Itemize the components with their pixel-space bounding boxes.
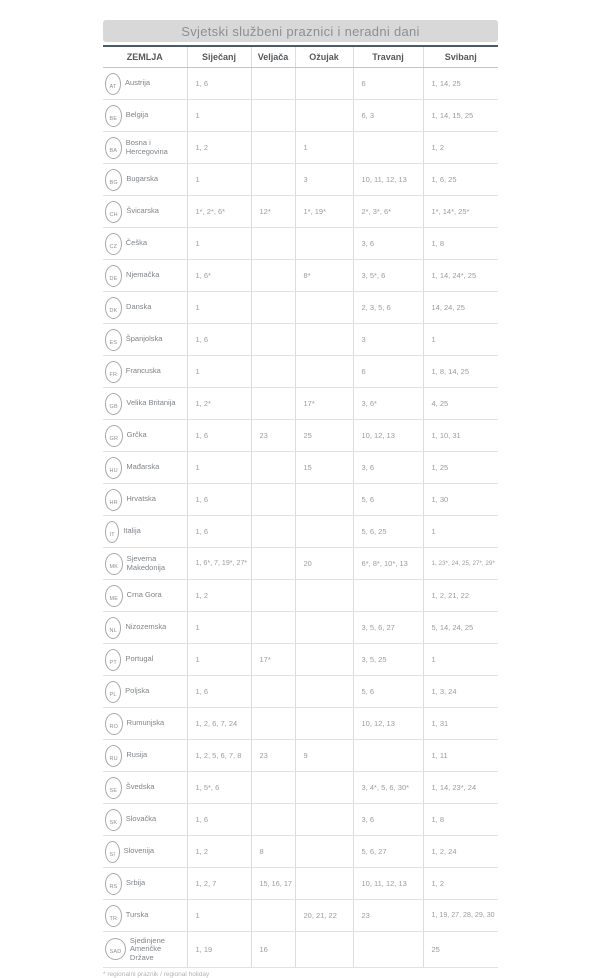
- country-name: Francuska: [125, 366, 161, 376]
- country-name: Poljska: [125, 686, 150, 696]
- holiday-cell-march: [295, 708, 353, 740]
- country-code: ME: [109, 595, 119, 602]
- holiday-cell-january: 1: [187, 292, 251, 324]
- holiday-cell-march: [295, 868, 353, 900]
- country-code: AT: [109, 83, 117, 90]
- holiday-cell-march: [295, 68, 353, 100]
- country-code-badge: [105, 841, 120, 863]
- country-name: Njemačka: [126, 270, 160, 280]
- holiday-cell-may: 1, 2: [423, 868, 498, 900]
- country-name: Bugarska: [126, 174, 159, 184]
- country-code-badge: [105, 361, 122, 383]
- holiday-cell-january: 1, 6: [187, 324, 251, 356]
- country-cell: [103, 644, 187, 676]
- page-title: Svjetski službeni praznici i neradni dani: [181, 23, 420, 39]
- country-code-badge: [105, 393, 122, 415]
- holiday-cell-april: 3: [353, 324, 423, 356]
- holiday-cell-may: 1, 11: [423, 740, 498, 772]
- holiday-cell-february: [251, 772, 295, 804]
- holiday-cell-may: 1, 31: [423, 708, 498, 740]
- holiday-cell-march: [295, 356, 353, 388]
- holiday-cell-april: 3, 6*: [353, 388, 423, 420]
- holiday-cell-april: 5, 6: [353, 484, 423, 516]
- country-code-badge: [105, 169, 122, 191]
- table-row: [103, 100, 498, 132]
- country-code: DK: [109, 307, 118, 314]
- country-code-badge: [105, 265, 122, 287]
- country-code-badge: [105, 777, 122, 799]
- holiday-cell-february: 15, 16, 17: [251, 868, 295, 900]
- holiday-cell-may: 1, 25: [423, 452, 498, 484]
- country-name: Švedska: [125, 782, 155, 792]
- country-code: BA: [109, 147, 118, 154]
- column-header-april: Travanj: [353, 46, 423, 68]
- country-cell: [103, 676, 187, 708]
- column-header-january: Siječanj: [187, 46, 251, 68]
- holiday-cell-may: 14, 24, 25: [423, 292, 498, 324]
- holiday-cell-february: [251, 580, 295, 612]
- table-row: [103, 548, 498, 580]
- country-cell: [103, 580, 187, 612]
- holiday-cell-january: 1, 2: [187, 132, 251, 164]
- country-code-badge: [105, 329, 122, 351]
- country-code: DE: [109, 275, 118, 282]
- country-code: IT: [109, 531, 115, 538]
- country-name: Turska: [125, 910, 149, 920]
- holiday-cell-march: [295, 676, 353, 708]
- country-name: Crna Gora: [126, 590, 162, 600]
- holiday-cell-may: 1, 8: [423, 804, 498, 836]
- table-row: [103, 644, 498, 676]
- country-code-badge: [105, 905, 122, 927]
- country-name: Nizozemska: [125, 622, 167, 632]
- footnote: * regionalni praznik / regional holiday: [103, 970, 210, 978]
- holiday-cell-february: [251, 676, 295, 708]
- holiday-cell-may: 1, 8: [423, 228, 498, 260]
- country-code-badge: [105, 233, 122, 255]
- holiday-cell-march: 8*: [295, 260, 353, 292]
- country-cell: [103, 452, 187, 484]
- country-cell: [103, 836, 187, 868]
- holiday-cell-february: [251, 612, 295, 644]
- country-code-badge: [105, 553, 123, 575]
- holiday-cell-february: [251, 260, 295, 292]
- table-row: [103, 580, 498, 612]
- holiday-cell-february: [251, 484, 295, 516]
- holiday-cell-february: 12*: [251, 196, 295, 228]
- holiday-cell-march: [295, 228, 353, 260]
- holiday-cell-january: 1, 2, 5, 6, 7, 8: [187, 740, 251, 772]
- country-cell: [103, 868, 187, 900]
- country-name: Rusija: [126, 750, 148, 760]
- holiday-cell-january: 1: [187, 164, 251, 196]
- table-row: [103, 68, 498, 100]
- holiday-cell-january: 1, 6: [187, 804, 251, 836]
- holiday-cell-april: 5, 6: [353, 676, 423, 708]
- country-name: Srbija: [126, 878, 146, 888]
- table-row: [103, 292, 498, 324]
- holiday-cell-march: [295, 100, 353, 132]
- country-name: Mađarska: [126, 462, 160, 472]
- table-row: [103, 388, 498, 420]
- holiday-cell-april: 10, 11, 12, 13: [353, 164, 423, 196]
- holiday-cell-february: 17*: [251, 644, 295, 676]
- country-cell: [103, 772, 187, 804]
- holiday-cell-march: 15: [295, 452, 353, 484]
- country-name: Italija: [123, 526, 141, 536]
- holiday-cell-january: 1: [187, 356, 251, 388]
- title-bar: [103, 20, 498, 42]
- holiday-cell-april: 10, 11, 12, 13: [353, 868, 423, 900]
- holiday-cell-may: 1, 14, 25: [423, 68, 498, 100]
- holiday-cell-april: 23: [353, 900, 423, 932]
- country-code: RS: [109, 883, 118, 890]
- country-cell: [103, 388, 187, 420]
- holiday-cell-april: 10, 12, 13: [353, 708, 423, 740]
- holiday-cell-january: 1: [187, 900, 251, 932]
- country-code: SK: [109, 819, 118, 826]
- table-header-row: [103, 46, 498, 68]
- country-code-badge: [105, 617, 121, 639]
- holiday-cell-january: 1, 5*, 6: [187, 772, 251, 804]
- country-cell: [103, 196, 187, 228]
- holiday-cell-february: [251, 100, 295, 132]
- country-cell: [103, 516, 187, 548]
- country-cell: [103, 260, 187, 292]
- holiday-cell-april: 10, 12, 13: [353, 420, 423, 452]
- holiday-cell-march: 1: [295, 132, 353, 164]
- table-row: [103, 516, 498, 548]
- country-cell: [103, 612, 187, 644]
- table-row: [103, 132, 498, 164]
- holiday-cell-march: [295, 836, 353, 868]
- country-cell: [103, 548, 187, 580]
- holiday-cell-january: 1: [187, 644, 251, 676]
- country-name: Slovenija: [123, 846, 155, 856]
- holiday-cell-april: [353, 580, 423, 612]
- holiday-cell-april: 6: [353, 68, 423, 100]
- country-cell: [103, 740, 187, 772]
- table-body: [103, 68, 498, 968]
- holiday-cell-march: [295, 612, 353, 644]
- holiday-cell-april: 2*, 3*, 6*: [353, 196, 423, 228]
- holiday-cell-april: [353, 932, 423, 968]
- holiday-cell-february: [251, 228, 295, 260]
- holiday-cell-march: [295, 580, 353, 612]
- holiday-cell-march: 3: [295, 164, 353, 196]
- table-row: [103, 804, 498, 836]
- table-row: [103, 900, 498, 932]
- country-code: SAD: [109, 949, 122, 956]
- country-name: Danska: [126, 302, 152, 312]
- country-code: RU: [109, 755, 118, 762]
- column-header-march: Ožujak: [295, 46, 353, 68]
- holiday-cell-march: [295, 324, 353, 356]
- country-cell: [103, 324, 187, 356]
- holiday-cell-february: 23: [251, 740, 295, 772]
- holiday-cell-march: 1*, 19*: [295, 196, 353, 228]
- holiday-cell-february: [251, 452, 295, 484]
- holiday-cell-january: 1: [187, 100, 251, 132]
- holiday-table: [103, 45, 498, 968]
- country-code-badge: [105, 713, 123, 735]
- holiday-cell-may: 1, 23*, 24, 25, 27*, 29*: [423, 548, 498, 580]
- holiday-cell-february: [251, 292, 295, 324]
- country-name: Belgija: [125, 110, 149, 120]
- country-code-badge: [105, 745, 122, 767]
- country-code-badge: [105, 201, 122, 223]
- country-name: Španjolska: [125, 334, 163, 344]
- holiday-cell-april: 6*, 8*, 10*, 13: [353, 548, 423, 580]
- table-row: [103, 164, 498, 196]
- holiday-cell-may: 1: [423, 516, 498, 548]
- holiday-cell-january: 1: [187, 452, 251, 484]
- holiday-cell-april: 2, 3, 5, 6: [353, 292, 423, 324]
- country-cell: [103, 292, 187, 324]
- holiday-cell-february: 23: [251, 420, 295, 452]
- country-cell: [103, 484, 187, 516]
- country-code: PL: [109, 691, 117, 698]
- country-name: Sjeverna Makedonija: [126, 554, 166, 572]
- country-cell: [103, 804, 187, 836]
- country-name: Švicarska: [126, 206, 159, 216]
- holiday-cell-february: 8: [251, 836, 295, 868]
- country-code: NL: [109, 627, 117, 634]
- country-name: Slovačka: [125, 814, 157, 824]
- holiday-cell-may: 1: [423, 324, 498, 356]
- holiday-cell-january: 1, 6*, 7, 19*, 27*: [187, 548, 251, 580]
- holiday-cell-january: 1, 2, 7: [187, 868, 251, 900]
- holiday-cell-february: 16: [251, 932, 295, 968]
- holiday-cell-march: 9: [295, 740, 353, 772]
- holiday-cell-march: [295, 932, 353, 968]
- table-row: [103, 772, 498, 804]
- holiday-cell-may: 1, 3, 24: [423, 676, 498, 708]
- holiday-cell-february: [251, 804, 295, 836]
- holiday-cell-may: 1, 2, 24: [423, 836, 498, 868]
- holiday-cell-march: [295, 644, 353, 676]
- country-code: HU: [109, 467, 118, 474]
- table-row: [103, 452, 498, 484]
- table-row: [103, 260, 498, 292]
- column-header-february: Veljača: [251, 46, 295, 68]
- holiday-cell-january: 1, 2*: [187, 388, 251, 420]
- holiday-cell-april: 3, 5, 25: [353, 644, 423, 676]
- table-row: [103, 612, 498, 644]
- country-name: Češka: [125, 238, 147, 248]
- holiday-cell-may: 25: [423, 932, 498, 968]
- country-cell: [103, 708, 187, 740]
- holiday-cell-january: 1, 6: [187, 676, 251, 708]
- holiday-cell-may: 1, 19, 27, 28, 29, 30: [423, 900, 498, 932]
- column-header-country: ZEMLJA: [103, 46, 187, 68]
- holiday-cell-april: 3, 5*, 6: [353, 260, 423, 292]
- holiday-cell-january: 1, 2: [187, 580, 251, 612]
- holiday-cell-april: 3, 5, 6, 27: [353, 612, 423, 644]
- holiday-cell-april: 6: [353, 356, 423, 388]
- table-row: [103, 228, 498, 260]
- holiday-cell-april: 3, 6: [353, 228, 423, 260]
- country-code: CZ: [109, 243, 118, 250]
- country-cell: [103, 228, 187, 260]
- country-cell: [103, 932, 187, 968]
- holiday-cell-may: 1, 8, 14, 25: [423, 356, 498, 388]
- holiday-cell-may: 1, 10, 31: [423, 420, 498, 452]
- country-cell: [103, 356, 187, 388]
- table-row: [103, 868, 498, 900]
- country-code-badge: [105, 425, 123, 447]
- holiday-cell-may: 1, 14, 15, 25: [423, 100, 498, 132]
- country-code: BG: [109, 179, 118, 186]
- country-code-badge: [105, 137, 122, 159]
- country-name: Rumunjska: [126, 718, 165, 728]
- country-code-badge: [105, 809, 122, 831]
- country-code-badge: [105, 105, 122, 127]
- holiday-cell-january: 1: [187, 228, 251, 260]
- holiday-cell-january: 1, 2, 6, 7, 24: [187, 708, 251, 740]
- country-code: ES: [109, 339, 118, 346]
- holiday-cell-february: [251, 324, 295, 356]
- holiday-cell-march: [295, 772, 353, 804]
- table-row: [103, 740, 498, 772]
- country-code-badge: [105, 521, 119, 543]
- holiday-cell-february: [251, 356, 295, 388]
- holiday-cell-may: 5, 14, 24, 25: [423, 612, 498, 644]
- country-name: Grčka: [126, 430, 147, 440]
- country-code: GR: [109, 435, 119, 442]
- holiday-cell-may: 1, 14, 23*, 24: [423, 772, 498, 804]
- holiday-cell-april: [353, 740, 423, 772]
- table-row: [103, 836, 498, 868]
- table-row: [103, 324, 498, 356]
- country-code: TR: [109, 915, 118, 922]
- holiday-cell-may: 1*, 14*, 25*: [423, 196, 498, 228]
- holiday-cell-may: 4, 25: [423, 388, 498, 420]
- country-name: Austrija: [125, 78, 151, 88]
- table-row: [103, 708, 498, 740]
- holiday-cell-april: 3, 6: [353, 452, 423, 484]
- holiday-cell-february: [251, 900, 295, 932]
- column-header-may: Svibanj: [423, 46, 498, 68]
- country-cell: [103, 100, 187, 132]
- country-name: Velika Britanija: [126, 398, 176, 408]
- holiday-cell-april: 5, 6, 27: [353, 836, 423, 868]
- country-cell: [103, 68, 187, 100]
- country-code-badge: [105, 297, 122, 319]
- holiday-cell-april: 6, 3: [353, 100, 423, 132]
- holiday-cell-march: 20: [295, 548, 353, 580]
- holiday-cell-february: [251, 132, 295, 164]
- table-row: [103, 356, 498, 388]
- holiday-cell-january: 1, 6: [187, 516, 251, 548]
- holiday-cell-january: 1, 6: [187, 420, 251, 452]
- country-code: SI: [109, 851, 116, 858]
- country-name: Portugal: [125, 654, 154, 664]
- holiday-cell-january: 1: [187, 612, 251, 644]
- holiday-cell-march: 20, 21, 22: [295, 900, 353, 932]
- holiday-cell-january: 1, 2: [187, 836, 251, 868]
- content-area: [103, 20, 498, 978]
- holiday-cell-february: [251, 548, 295, 580]
- holiday-cell-april: 5, 6, 25: [353, 516, 423, 548]
- country-code: PT: [109, 659, 117, 666]
- holiday-cell-may: 1, 14, 24*, 25: [423, 260, 498, 292]
- holiday-cell-may: 1, 2, 21, 22: [423, 580, 498, 612]
- holiday-cell-february: [251, 516, 295, 548]
- country-code: SE: [109, 787, 118, 794]
- holiday-cell-may: 1, 6, 25: [423, 164, 498, 196]
- holiday-cell-january: 1, 19: [187, 932, 251, 968]
- holiday-cell-may: 1, 2: [423, 132, 498, 164]
- country-cell: [103, 900, 187, 932]
- holiday-cell-april: 3, 6: [353, 804, 423, 836]
- country-code-badge: [105, 681, 121, 703]
- country-code-badge: [105, 873, 122, 895]
- country-code: MK: [109, 563, 119, 570]
- holiday-cell-february: [251, 388, 295, 420]
- country-name: Sjedinjene Američke Države: [129, 935, 165, 962]
- holiday-cell-may: 1, 30: [423, 484, 498, 516]
- country-code: BE: [109, 115, 118, 122]
- table-row: [103, 420, 498, 452]
- country-name: Hrvatska: [126, 494, 156, 504]
- holiday-cell-march: [295, 292, 353, 324]
- country-code: RO: [109, 723, 119, 730]
- table-row: [103, 932, 498, 968]
- country-code-badge: [105, 73, 121, 95]
- holiday-cell-february: [251, 68, 295, 100]
- holiday-cell-march: 25: [295, 420, 353, 452]
- table-row: [103, 484, 498, 516]
- holiday-cell-january: 1*, 2*, 6*: [187, 196, 251, 228]
- country-name: Bosna i Hercegovina: [125, 138, 168, 156]
- table-row: [103, 676, 498, 708]
- holiday-cell-january: 1, 6: [187, 68, 251, 100]
- holiday-cell-may: 1: [423, 644, 498, 676]
- country-code: HR: [109, 499, 118, 506]
- country-code: FR: [109, 371, 118, 378]
- country-code: GB: [109, 403, 118, 410]
- holiday-cell-march: 17*: [295, 388, 353, 420]
- holiday-cell-january: 1, 6*: [187, 260, 251, 292]
- holiday-cell-march: [295, 804, 353, 836]
- holiday-cell-march: [295, 516, 353, 548]
- holiday-cell-march: [295, 484, 353, 516]
- country-code-badge: [105, 585, 123, 607]
- country-cell: [103, 420, 187, 452]
- holiday-cell-february: [251, 164, 295, 196]
- holiday-cell-april: [353, 132, 423, 164]
- holiday-cell-january: 1, 6: [187, 484, 251, 516]
- country-code: CH: [109, 211, 118, 218]
- holiday-cell-april: 3, 4*, 5, 6, 30*: [353, 772, 423, 804]
- country-code-badge: [105, 489, 122, 511]
- country-code-badge: [105, 938, 126, 960]
- table-row: [103, 196, 498, 228]
- country-code-badge: [105, 649, 121, 671]
- country-cell: [103, 164, 187, 196]
- country-cell: [103, 132, 187, 164]
- holiday-cell-february: [251, 708, 295, 740]
- country-code-badge: [105, 457, 122, 479]
